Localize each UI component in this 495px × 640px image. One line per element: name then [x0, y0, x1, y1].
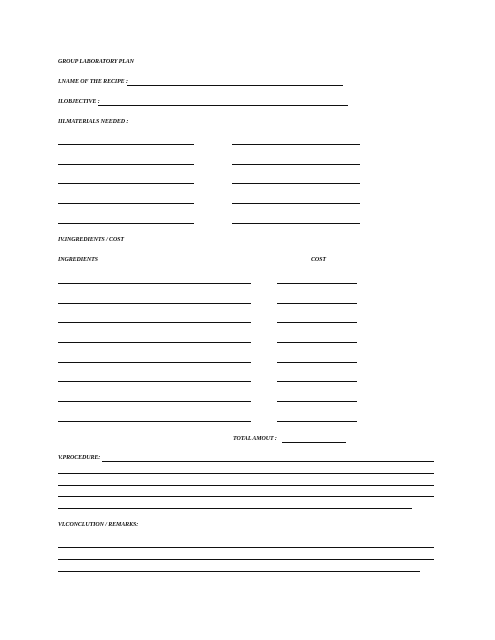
recipe-name-label: I.NAME OF THE RECIPE :: [58, 79, 128, 85]
procedure-line-3[interactable]: [58, 485, 434, 486]
material-line-left-3[interactable]: [58, 183, 194, 184]
material-line-left-2[interactable]: [58, 164, 194, 165]
procedure-line-1[interactable]: [102, 461, 434, 462]
conclusion-label: VI.CONCLUTION / REMARKS:: [58, 522, 139, 528]
cost-line-3[interactable]: [277, 322, 357, 323]
material-line-right-4[interactable]: [232, 203, 360, 204]
conclusion-line-2[interactable]: [58, 559, 434, 560]
objective-field[interactable]: [98, 105, 348, 106]
cost-line-6[interactable]: [277, 381, 357, 382]
ingredients-column-header: INGREDIENTS: [58, 257, 98, 263]
cost-line-4[interactable]: [277, 342, 357, 343]
cost-line-1[interactable]: [277, 283, 357, 284]
cost-line-8[interactable]: [277, 421, 357, 422]
procedure-line-4[interactable]: [58, 496, 434, 497]
cost-line-2[interactable]: [277, 303, 357, 304]
ingredient-line-6[interactable]: [58, 381, 251, 382]
conclusion-line-3[interactable]: [58, 571, 420, 572]
ingredient-line-8[interactable]: [58, 421, 251, 422]
material-line-right-5[interactable]: [232, 223, 360, 224]
total-amount-label: TOTAL AMOUT :: [233, 436, 277, 442]
ingredient-line-5[interactable]: [58, 362, 251, 363]
form-title: GROUP LABORATORY PLAN: [58, 59, 134, 65]
total-amount-field[interactable]: [282, 442, 346, 443]
objective-label: II.OBJECTIVE :: [58, 99, 100, 105]
material-line-left-4[interactable]: [58, 203, 194, 204]
cost-column-header: COST: [311, 257, 326, 263]
ingredient-line-3[interactable]: [58, 322, 251, 323]
cost-line-7[interactable]: [277, 401, 357, 402]
cost-line-5[interactable]: [277, 362, 357, 363]
material-line-left-5[interactable]: [58, 223, 194, 224]
materials-label: III.MATERIALS NEEDED :: [58, 119, 129, 125]
ingredient-line-7[interactable]: [58, 401, 251, 402]
recipe-name-field[interactable]: [127, 85, 343, 86]
ingredient-line-2[interactable]: [58, 303, 251, 304]
procedure-line-2[interactable]: [58, 473, 434, 474]
procedure-line-5[interactable]: [58, 508, 412, 509]
material-line-right-3[interactable]: [232, 183, 360, 184]
material-line-right-1[interactable]: [232, 144, 360, 145]
material-line-right-2[interactable]: [232, 164, 360, 165]
conclusion-line-1[interactable]: [58, 547, 434, 548]
material-line-left-1[interactable]: [58, 144, 194, 145]
ingredients-section-label: IV.INGREDIENTS / COST: [58, 237, 124, 243]
procedure-label: V.PROCEDURE:: [58, 455, 101, 461]
ingredient-line-1[interactable]: [58, 283, 251, 284]
ingredient-line-4[interactable]: [58, 342, 251, 343]
